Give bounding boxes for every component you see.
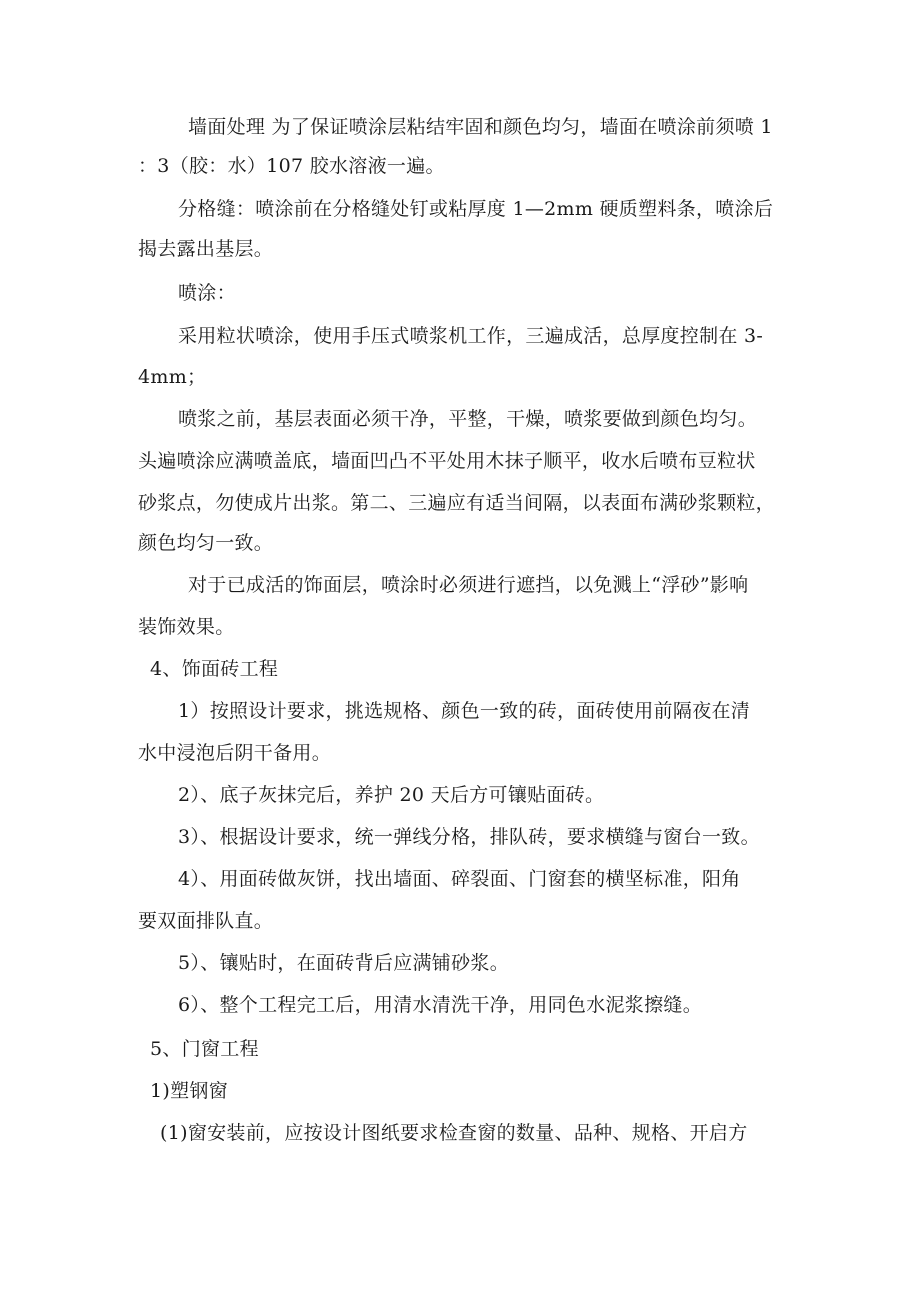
text-line: 喷涂：	[178, 282, 236, 304]
text-line: 4）、用面砖做灰饼，找出墙面、碎裂面、门窗套的横坚标准，阳角	[178, 868, 741, 890]
text-line: 4mm；	[138, 366, 207, 388]
text-line: 对于已成活的饰面层，喷涂时必须进行遮挡，以免溅上“浮砂”影响	[188, 574, 749, 596]
text-line: 水中浸泡后阴干备用。	[138, 742, 332, 764]
text-line: 喷浆之前，基层表面必须干净，平整，干燥，喷浆要做到颜色均匀。	[178, 408, 758, 430]
text-line: 颜色均匀一致。	[138, 532, 274, 554]
text-line: 采用粒状喷涂，使用手压式喷浆机工作，三遍成活，总厚度控制在 3-	[178, 325, 764, 347]
text-line: (1)窗安装前，应按设计图纸要求检查窗的数量、品种、规格、开启方	[160, 1122, 748, 1144]
text-line: 5）、镶贴时，在面砖背后应满铺砂浆。	[178, 952, 509, 974]
subsection-heading: 1)塑钢窗	[150, 1080, 229, 1102]
text-line: 揭去露出基层。	[138, 238, 274, 260]
text-line: 2）、底子灰抹完后，养护 20 天后方可镶贴面砖。	[178, 784, 605, 806]
text-line: 6）、整个工程完工后，用清水清洗干净，用同色水泥浆擦缝。	[178, 994, 702, 1016]
text-line: 砂浆点，勿使成片出浆。第二、三遍应有适当间隔，以表面布满砂浆颗粒，	[138, 492, 775, 514]
text-line: 1）按照设计要求，挑选规格、颜色一致的砖，面砖使用前隔夜在清	[178, 700, 751, 722]
text-line: ：3（胶：水）107 胶水溶液一遍。	[138, 155, 445, 177]
text-line: 头遍喷涂应满喷盖底，墙面凹凸不平处用木抹子顺平，收水后喷布豆粒状	[138, 450, 756, 472]
section-heading: 4、饰面砖工程	[150, 658, 279, 680]
text-line: 要双面排队直。	[138, 910, 274, 932]
text-line: 3）、根据设计要求，统一弹线分格，排队砖，要求横缝与窗台一致。	[178, 826, 760, 848]
text-line: 墙面处理 为了保证喷涂层粘结牢固和颜色均匀，墙面在喷涂前须喷 1	[188, 116, 773, 138]
text-line: 装饰效果。	[138, 616, 235, 638]
text-line: 分格缝：喷涂前在分格缝处钉或粘厚度 1—2mm 硬质塑料条，喷涂后	[178, 198, 774, 220]
section-heading: 5、门窗工程	[150, 1038, 259, 1060]
